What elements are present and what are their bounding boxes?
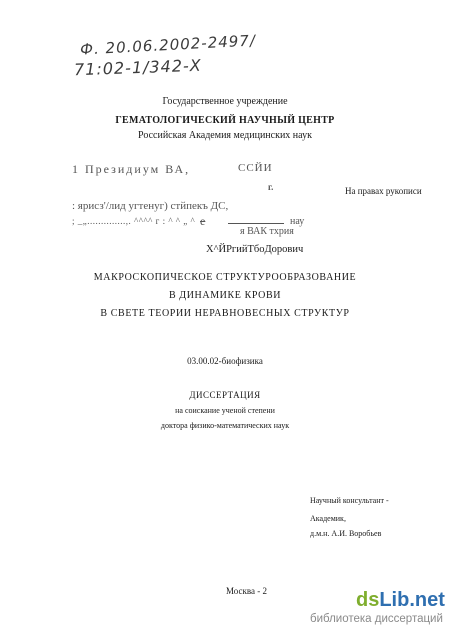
consultant-line-3: д.м.н. А.И. Воробьев (310, 529, 382, 538)
academy-name: Российская Академия медицинских наук (138, 130, 312, 141)
ocr-noise-line-1: 1 Президиум ВА, (72, 162, 191, 176)
degree-line-1: на соискание ученой степени (175, 406, 275, 415)
watermark-logo-suffix: Lib.net (379, 589, 445, 611)
ocr-noise-struck: е (200, 214, 206, 228)
consultant-line-2: Академик, (310, 514, 346, 523)
handwritten-registry-code: 71:02-1/342-Х (73, 55, 203, 80)
city-year: Москва - 2 (226, 586, 267, 596)
consultant-line-1: Научный консультант - (310, 496, 389, 505)
degree-line-2: доктора физико-математических наук (160, 421, 290, 430)
watermark-subtitle: библиотека диссертаций (310, 613, 443, 625)
ocr-noise-underline (228, 223, 284, 224)
rights-note: На правах рукописи (345, 186, 422, 196)
ocr-noise-line-3-right: нау (290, 216, 305, 227)
ocr-noise-line-4: я ВАК тхрия (240, 226, 294, 237)
watermark-logo (356, 590, 445, 612)
author-name: Х^ЙРгийТбоДорович (206, 244, 304, 255)
title-line-2: В ДИНАМИКЕ КРОВИ (168, 290, 282, 301)
institution-type: Государственное учреждение (162, 96, 288, 107)
ocr-noise-mark: г. (268, 182, 274, 192)
title-line-3: В СВЕТЕ ТЕОРИИ НЕРАВНОВЕСНЫХ СТРУКТУР (100, 308, 350, 319)
center-name: ГЕМАТОЛОГИЧЕСКИЙ НАУЧНЫЙ ЦЕНТР (115, 115, 335, 126)
ocr-noise-line-2: : ярисз'/лид угтенуг) стйпекъ ДС, (72, 200, 229, 212)
watermark-logo-prefix: ds (356, 589, 380, 611)
title-line-1: МАКРОСКОПИЧЕСКОЕ СТРУКТУРООБРАЗОВАНИЕ (93, 272, 357, 283)
specialty-code: 03.00.02-биофизика (187, 356, 263, 366)
dissertation-label: ДИССЕРТАЦИЯ (189, 390, 261, 400)
ocr-noise-line-3: ; _„..............,. ^^^^ г : ^ ^ „ ^ (72, 216, 196, 226)
ocr-noise-line-1-right: ССЙИ (238, 162, 273, 174)
handwritten-archive-number: Ф. 20.06.2002-2497/ (79, 31, 257, 59)
